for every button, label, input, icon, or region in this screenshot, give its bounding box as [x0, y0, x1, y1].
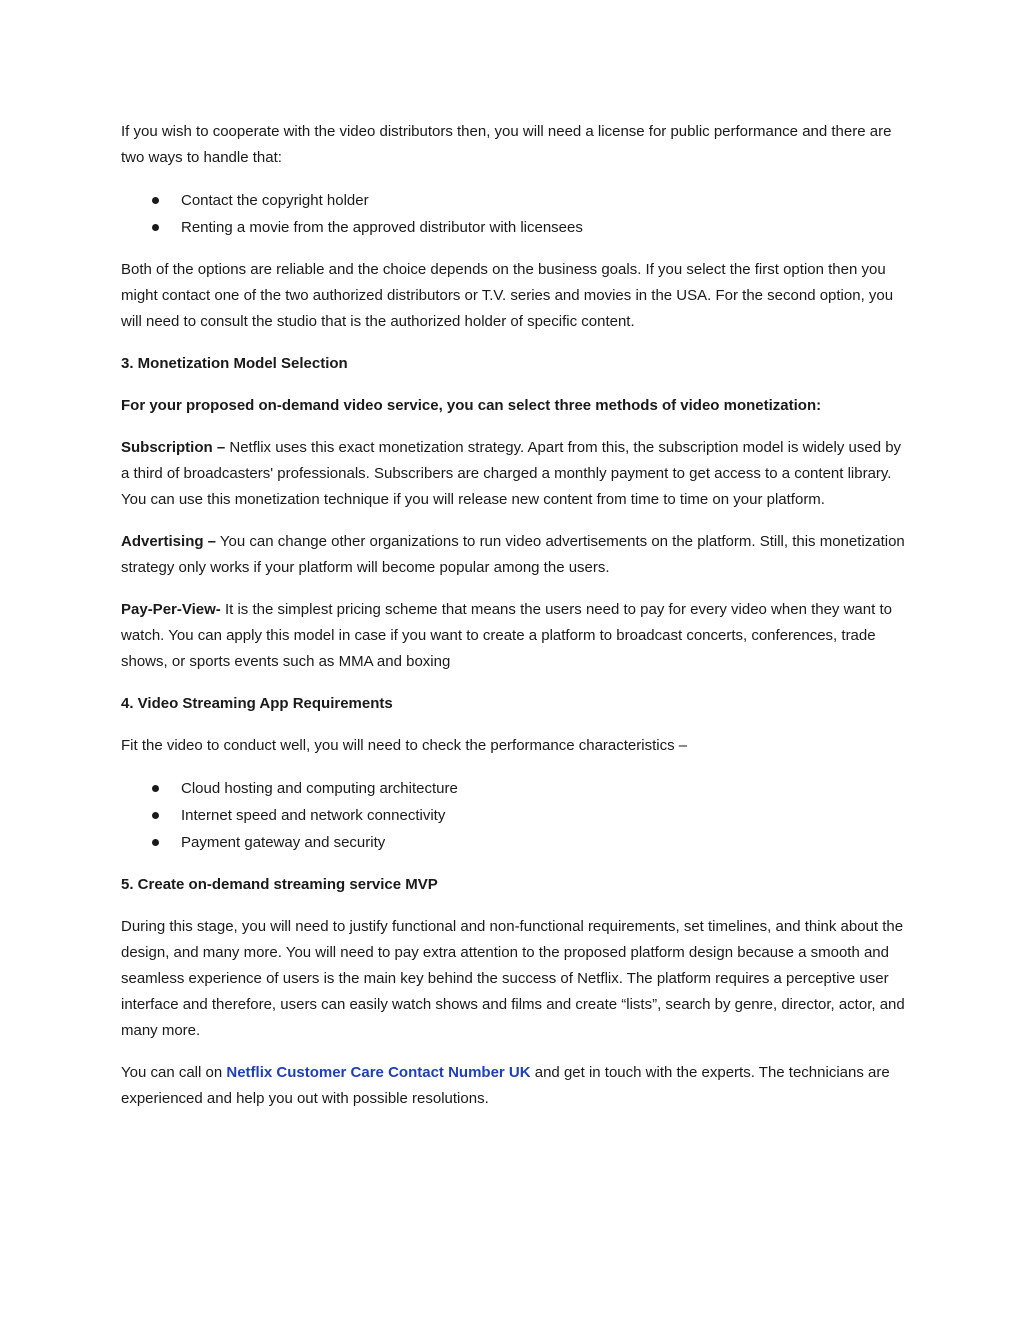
section-heading-mvp: 5. Create on-demand streaming service MVP [121, 876, 438, 893]
advertising-paragraph [121, 529, 911, 581]
advertising-text: You can change other organizations to run video advertisements on the platform. Still, this monetization strategy only works if your platform will become popular among the users. [121, 533, 905, 576]
list-item [121, 775, 911, 802]
closing-paragraph [121, 1060, 911, 1112]
subscription-text: Netflix uses this exact monetization strategy. Apart from this, the subscription model is widely used by a third of broadcasters' professionals. Subscribers are charged a monthly payment to get access to a content library. You can use this monetization technique if you will release new content from time to time on your platform. [121, 439, 902, 508]
pay-per-view-text: It is the simplest pricing scheme that means the users need to pay for every video when they want to watch. You can apply this model in case if you want to create a platform to broadcast concerts, conferences, trade shows, or sports events such as MMA and boxing [121, 601, 892, 670]
list-item-text: Cloud hosting and computing architecture [181, 780, 458, 797]
list-item [121, 829, 911, 856]
list-item-text: Contact the copyright holder [181, 192, 369, 209]
section-heading-monetization: 3. Monetization Model Selection [121, 355, 348, 372]
closing-prefix: You can call on [121, 1064, 227, 1081]
license-ways-list [121, 187, 911, 241]
bullet-icon [152, 785, 159, 792]
pay-per-view-label: Pay-Per-View- [121, 601, 221, 618]
options-paragraph: Both of the options are reliable and the choice depends on the business goals. If you select the first option then you might contact one of the two authorized distributors or T.V. series and movies in the USA. For the second option, you will need to consult the studio that is the authorized holder of specific content. [121, 261, 894, 330]
list-item-text: Renting a movie from the approved distributor with licensees [181, 219, 583, 236]
bullet-icon [152, 812, 159, 819]
requirements-paragraph: Fit the video to conduct well, you will need to check the performance characteristics – [121, 737, 688, 754]
customer-care-link[interactable]: Netflix Customer Care Contact Number UK [226, 1064, 531, 1081]
requirements-list [121, 775, 911, 856]
list-item [121, 802, 911, 829]
intro-paragraph: If you wish to cooperate with the video distributors then, you will need a license for public performance and there are two ways to handle that: [121, 123, 892, 166]
list-item [121, 187, 911, 214]
monetization-subheading: For your proposed on-demand video service, you can select three methods of video monetization: [121, 397, 822, 414]
section-heading-requirements: 4. Video Streaming App Requirements [121, 695, 393, 712]
subscription-paragraph [121, 435, 911, 513]
list-item [121, 214, 911, 241]
bullet-icon [152, 197, 159, 204]
bullet-icon [152, 224, 159, 231]
document-page [121, 119, 911, 1128]
mvp-paragraph: During this stage, you will need to justify functional and non-functional requirements, set timelines, and think about the design, and many more. You will need to pay extra attention to the proposed platform design because a smooth and seamless experience of users is the main key behind the success of Netflix. The platform requires a perceptive user interface and therefore, users can easily watch shows and films and create “lists”, search by genre, director, actor, and many more. [121, 918, 905, 1039]
bullet-icon [152, 839, 159, 846]
list-item-text: Payment gateway and security [181, 834, 386, 851]
list-item-text: Internet speed and network connectivity [181, 807, 446, 824]
advertising-label: Advertising – [121, 533, 217, 550]
subscription-label: Subscription – [121, 439, 226, 456]
closing-suffix: and get in touch with the experts. The technicians are experienced and help you out with possible resolutions. [121, 1064, 890, 1107]
pay-per-view-paragraph [121, 597, 911, 675]
